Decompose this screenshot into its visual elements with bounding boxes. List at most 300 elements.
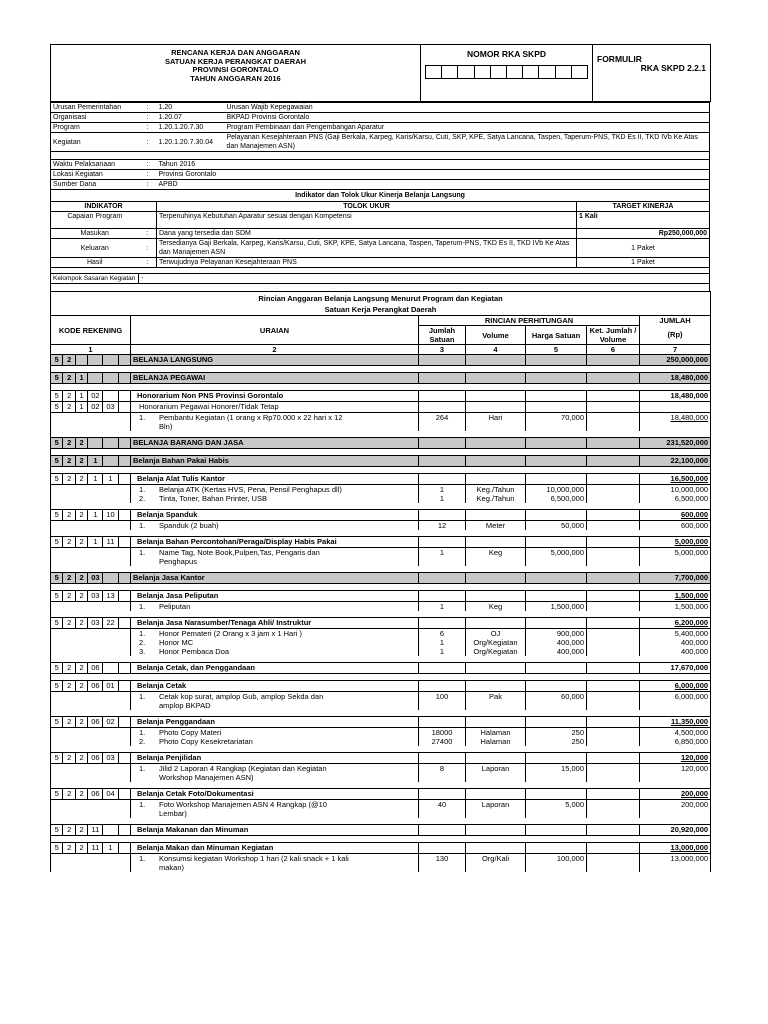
ket-jumlah [587, 494, 640, 503]
jumlah-rp [640, 647, 711, 656]
harga-satuan: 70,000 [526, 413, 587, 432]
info-desc: Urusan Wajib Kepegawaian [225, 103, 710, 113]
kode-digit [88, 373, 103, 383]
volume: Laporan [466, 800, 526, 819]
kode-digit [88, 438, 103, 448]
uraian [131, 692, 419, 711]
item-description: Honor Pemateri (2 Orang x 3 jam x 1 Hari ) [159, 629, 302, 638]
item-description: Name Tag, Note Book,Pulpen,Tas, Pengaris dan Penghapus [159, 548, 320, 566]
amount: 600,000 [680, 510, 709, 519]
ket-jumlah [587, 548, 640, 567]
kode-digit: 03 [103, 753, 118, 763]
item-number: 1. [139, 413, 146, 422]
kode-digit [119, 402, 130, 412]
nomor-rka-boxes [425, 65, 588, 79]
ket-jumlah [587, 843, 640, 854]
ket-jumlah [587, 789, 640, 800]
budget-item-row [51, 764, 711, 783]
info-label: Organisasi [51, 113, 139, 123]
kode-digit: 2 [76, 663, 88, 673]
budget-account-row [51, 573, 711, 584]
indikator-sep: : [139, 229, 157, 239]
harga-satuan: 15,000 [526, 764, 587, 783]
ket-jumlah [587, 474, 640, 485]
harga-satuan [526, 825, 587, 836]
jumlah-satuan: 27400 [419, 737, 466, 746]
info-label: Lokasi Kegiatan [51, 170, 139, 180]
volume [466, 573, 526, 584]
jumlah-satuan: 1 [419, 494, 466, 503]
jumlah-rp [640, 753, 711, 764]
budget-item-row [51, 692, 711, 711]
kode-rekening [51, 717, 131, 728]
uraian [131, 373, 419, 384]
jumlah-satuan [419, 663, 466, 674]
volume [466, 789, 526, 800]
kode-digit: 5 [51, 355, 63, 365]
info-row [51, 113, 710, 123]
jumlah-rp [640, 391, 711, 402]
kode-digit: 2 [76, 510, 88, 520]
kode-digit [76, 355, 88, 365]
uraian [131, 854, 419, 873]
harga-satuan [526, 591, 587, 602]
budget-item-row [51, 521, 711, 531]
title-line: PROVINSI GORONTALO [192, 65, 279, 74]
item-description: Cetak kop surat, amplop Gub, amplop Sekda dan amplop BKPAD [159, 692, 324, 710]
ket-jumlah [587, 391, 640, 402]
jumlah-satuan: 1 [419, 647, 466, 656]
kode-digit: 2 [76, 474, 88, 484]
uraian [131, 800, 419, 819]
jumlah-satuan [419, 825, 466, 836]
uraian [131, 494, 419, 503]
ket-jumlah [587, 537, 640, 548]
indikator-sep: : [139, 239, 157, 258]
kode-digit [119, 456, 130, 466]
kode-digit: 22 [103, 618, 118, 628]
kode-boxes [51, 663, 130, 673]
harga-satuan: 250 [526, 737, 587, 746]
info-label: Kegiatan [51, 133, 139, 152]
volume [466, 402, 526, 413]
budget-sub-row [51, 402, 711, 413]
kode-digit [119, 474, 130, 484]
col-indikator: INDIKATOR [51, 202, 157, 212]
kode-digit: 2 [63, 843, 75, 853]
uraian [131, 825, 419, 836]
harga-satuan [526, 681, 587, 692]
ket-jumlah [587, 647, 640, 656]
budget-account-row [51, 618, 711, 629]
kode-digit: 2 [76, 717, 88, 727]
jumlah-rp [640, 728, 711, 738]
kode-rekening [51, 373, 131, 384]
budget-account-row [51, 537, 711, 548]
info-sep: : [146, 138, 149, 146]
uraian [131, 521, 419, 531]
item-description: Belanja ATK (Kertas HVS, Pena, Pensil Penghapus dll) [159, 485, 342, 494]
indikator-target: 1 Paket [577, 239, 710, 258]
ket-jumlah [587, 800, 640, 819]
info-row [51, 103, 710, 113]
jumlah-satuan [419, 355, 466, 366]
kode-digit: 2 [76, 456, 88, 466]
kode-digit [119, 663, 130, 673]
uraian [131, 681, 419, 692]
kode-digit: 2 [76, 618, 88, 628]
info-desc: Pelayanan Kesejahteraan PNS (Gaji Berkala, Karpeg, Karis/Karsu, Cuti, SKP, KPE, Satya Lancana, Taspen, Taperum-PNS, TKD Es II, TKD IVb Ke Atas dan Manajemen ASN) [225, 133, 710, 152]
volume [466, 391, 526, 402]
uraian [131, 663, 419, 674]
ket-jumlah [587, 825, 640, 836]
kode-digit [119, 391, 130, 401]
kode-digit: 5 [51, 681, 63, 691]
kode-boxes [51, 474, 130, 484]
item-number: 1. [139, 548, 146, 557]
harga-satuan [526, 663, 587, 674]
info-sep: : [146, 114, 149, 121]
kode-rekening [51, 629, 131, 639]
jumlah-rp [640, 638, 711, 647]
account-name: Belanja Makan dan Minuman Kegiatan [137, 843, 274, 852]
col-number: 5 [526, 345, 587, 355]
budget-account-row [51, 373, 711, 384]
rincian-table [50, 291, 711, 872]
jumlah-rp [640, 373, 711, 384]
kode-digit: 1 [76, 373, 88, 383]
kode-digit: 06 [88, 681, 103, 691]
amount: 1,500,000 [674, 591, 709, 600]
uraian [131, 647, 419, 656]
jumlah-satuan [419, 717, 466, 728]
col-volume: Volume [466, 326, 526, 345]
ket-jumlah [587, 753, 640, 764]
kode-rekening [51, 474, 131, 485]
ket-jumlah [587, 573, 640, 584]
kode-digit: 06 [88, 717, 103, 727]
uraian [131, 413, 419, 432]
info-code: 1.20 [158, 104, 173, 111]
uraian [131, 753, 419, 764]
harga-satuan: 250 [526, 728, 587, 738]
ket-jumlah [587, 728, 640, 738]
kode-digit: 2 [76, 789, 88, 799]
kode-digit: 5 [51, 825, 63, 835]
kode-boxes [51, 510, 130, 520]
kode-digit: 1 [88, 474, 103, 484]
budget-item-row [51, 737, 711, 746]
budget-account-row [51, 717, 711, 728]
amount: 5,000,000 [674, 548, 709, 557]
volume [466, 591, 526, 602]
budget-item-row [51, 800, 711, 819]
indikator-tolok: Terpenuhinya Kebutuhan Aparatur sesuai dengan Kompetensi [157, 212, 577, 229]
info-label: Sumber Dana [51, 180, 139, 190]
info-sep: : [146, 124, 149, 131]
budget-account-row [51, 843, 711, 854]
sub-account-name: Honorarium Pegawai Honorer/Tidak Tetap [139, 402, 279, 411]
account-name: Belanja Cetak [137, 681, 187, 690]
indikator-row [51, 239, 710, 258]
kode-boxes [51, 789, 130, 799]
budget-account-row [51, 753, 711, 764]
kode-digit: 2 [63, 510, 75, 520]
kode-digit: 5 [51, 402, 63, 412]
kode-digit: 2 [63, 373, 75, 383]
amount: 231,520,000 [666, 438, 709, 447]
account-name: Belanja Cetak, dan Penggandaan [137, 663, 255, 672]
ket-jumlah [587, 692, 640, 711]
jumlah-rp [640, 854, 711, 873]
kode-digit [103, 825, 118, 835]
indikator-sep [139, 212, 157, 229]
kode-digit: 01 [103, 681, 118, 691]
indikator-target: 1 Paket [577, 258, 710, 268]
info-value: Provinsi Gorontalo [157, 170, 710, 180]
budget-item-row [51, 602, 711, 612]
item-description: Peliputan [159, 602, 191, 611]
indikator-target: 1 Kali [577, 212, 710, 229]
amount: 1,500,000 [674, 602, 709, 611]
amount: 200,000 [680, 800, 709, 809]
volume: Laporan [466, 764, 526, 783]
kode-digit: 5 [51, 591, 63, 601]
harga-satuan [526, 373, 587, 384]
info-code: 1.20.07 [158, 114, 182, 121]
rka-form [50, 44, 710, 872]
account-name: Belanja Jasa Peliputan [137, 591, 219, 600]
col-tolok-ukur: TOLOK UKUR [157, 202, 577, 212]
ket-jumlah [587, 521, 640, 531]
info-row [51, 180, 710, 190]
kode-digit: 2 [76, 681, 88, 691]
kode-digit: 5 [51, 474, 63, 484]
kode-digit: 03 [103, 402, 118, 412]
rincian-title-line: Rincian Anggaran Belanja Langsung Menurut Program dan Kegiatan [258, 294, 503, 303]
ket-jumlah [587, 663, 640, 674]
volume [466, 373, 526, 384]
jumlah-rp [640, 618, 711, 629]
kode-digit: 2 [63, 789, 75, 799]
item-description: Konsumsi kegiatan Workshop 1 hari (2 kali snack + 1 kali makan) [159, 854, 349, 872]
amount: 13,000,000 [670, 854, 709, 863]
kode-digit [103, 456, 118, 466]
harga-satuan [526, 573, 587, 584]
harga-satuan: 100,000 [526, 854, 587, 873]
item-description: Pembantu Kegiatan (1 orang x Rp70.000 x 22 hari x 12 Bln) [159, 413, 343, 431]
amount: 6,000,000 [674, 681, 709, 690]
account-name: Belanja Jasa Narasumber/Tenaga Ahli/ Instruktur [137, 618, 312, 627]
info-desc: BKPAD Provinsi Gorontalo [225, 113, 710, 123]
uraian [131, 638, 419, 647]
amount: 16,500,000 [670, 474, 709, 483]
item-number: 1. [139, 629, 146, 638]
kode-boxes [51, 591, 130, 601]
kode-digit [119, 438, 130, 448]
amount: 20,920,000 [670, 825, 709, 834]
ket-jumlah [587, 717, 640, 728]
jumlah-satuan [419, 474, 466, 485]
kode-digit: 1 [88, 510, 103, 520]
col-ket: Ket. Jumlah / Volume [587, 326, 640, 345]
amount: 22,100,000 [670, 456, 709, 465]
item-description: Tinta, Toner, Bahan Printer, USB [159, 494, 267, 503]
jumlah-satuan [419, 753, 466, 764]
volume: Org/Kali [466, 854, 526, 873]
uraian [131, 510, 419, 521]
ket-jumlah [587, 854, 640, 873]
uraian [131, 843, 419, 854]
budget-item-row [51, 629, 711, 639]
indikator-name: Masukan [51, 229, 139, 239]
budget-item-row [51, 728, 711, 738]
jumlah-rp [640, 591, 711, 602]
jumlah-satuan [419, 618, 466, 629]
budget-account-row [51, 825, 711, 836]
jumlah-satuan: 1 [419, 485, 466, 495]
harga-satuan: 400,000 [526, 638, 587, 647]
amount: 4,500,000 [674, 728, 709, 737]
harga-satuan: 10,000,000 [526, 485, 587, 495]
kode-digit [103, 573, 118, 583]
account-name: BELANJA PEGAWAI [133, 373, 206, 382]
account-name: Belanja Jasa Kantor [133, 573, 205, 582]
harga-satuan [526, 618, 587, 629]
uraian [131, 764, 419, 783]
kode-rekening [51, 728, 131, 738]
jumlah-rp [640, 474, 711, 485]
formulir-label: FORMULIR [597, 54, 642, 64]
jumlah-rp [640, 717, 711, 728]
harga-satuan [526, 717, 587, 728]
item-description: Honor MC [159, 638, 194, 647]
harga-satuan: 900,000 [526, 629, 587, 639]
volume [466, 825, 526, 836]
indikator-title: Indikator dan Tolok Ukur Kinerja Belanja Langsung [51, 190, 710, 202]
jumlah-rp [640, 663, 711, 674]
ket-jumlah [587, 485, 640, 495]
kode-rekening [51, 355, 131, 366]
kode-digit: 2 [63, 474, 75, 484]
jumlah-rp [640, 681, 711, 692]
ket-jumlah [587, 638, 640, 647]
kode-rekening [51, 737, 131, 746]
kode-boxes [51, 753, 130, 763]
volume: Org/Kegiatan [466, 638, 526, 647]
kode-digit [119, 510, 130, 520]
kode-digit [119, 537, 130, 547]
kode-boxes [51, 717, 130, 727]
column-number-row [51, 345, 711, 355]
amount: 250,000,000 [666, 355, 709, 364]
kode-digit: 2 [63, 825, 75, 835]
amount: 17,670,000 [670, 663, 709, 672]
item-number: 1. [139, 692, 146, 701]
ket-jumlah [587, 629, 640, 639]
volume: Keg [466, 602, 526, 612]
amount: 7,700,000 [674, 573, 709, 582]
budget-account-row [51, 456, 711, 467]
kode-digit: 2 [63, 537, 75, 547]
account-name: Belanja Alat Tulis Kantor [137, 474, 225, 483]
volume [466, 753, 526, 764]
amount: 400,000 [680, 638, 709, 647]
budget-account-row [51, 681, 711, 692]
ket-jumlah [587, 355, 640, 366]
indikator-table [50, 190, 710, 291]
volume [466, 510, 526, 521]
budget-account-row [51, 438, 711, 449]
jumlah-rp [640, 402, 711, 413]
uraian [131, 402, 419, 413]
volume: OJ [466, 629, 526, 639]
account-name: BELANJA LANGSUNG [133, 355, 214, 364]
indikator-tolok: Tersedianya Gaji Berkala, Karpeg, Karis/Karsu, Cuti, SKP, KPE, Satya Lancana, Taspen, Taperum-PNS, TKD Es II, TKD IVb Ke Atas dan Manajemen ASN [157, 239, 577, 258]
kode-digit: 5 [51, 663, 63, 673]
account-name: Belanja Makanan dan Minuman [137, 825, 249, 834]
indikator-row [51, 212, 710, 229]
kode-digit [103, 663, 118, 673]
ket-jumlah [587, 413, 640, 432]
harga-satuan [526, 355, 587, 366]
indikator-row [51, 229, 710, 239]
kode-digit: 5 [51, 843, 63, 853]
title-line: TAHUN ANGGARAN 2016 [190, 73, 281, 83]
header-title [51, 45, 421, 102]
jumlah-satuan [419, 789, 466, 800]
kode-digit: 2 [63, 402, 75, 412]
jumlah-satuan [419, 438, 466, 449]
jumlah-satuan: 12 [419, 521, 466, 531]
kode-digit: 06 [88, 663, 103, 673]
volume [466, 618, 526, 629]
jumlah-satuan: 1 [419, 638, 466, 647]
item-description: Spanduk (2 buah) [159, 521, 219, 530]
account-name: Belanja Bahan Percontohan/Peraga/Display Habis Pakai [137, 537, 337, 546]
kode-rekening [51, 618, 131, 629]
uraian [131, 591, 419, 602]
kode-digit: 11 [103, 537, 118, 547]
kode-rekening [51, 843, 131, 854]
budget-item-row [51, 494, 711, 503]
info-label: Program [51, 123, 139, 133]
info-sep: : [146, 161, 149, 168]
ket-jumlah [587, 438, 640, 449]
volume: Keg./Tahun [466, 485, 526, 495]
indikator-tolok: Dana yang tersedia dan SDM [157, 229, 577, 239]
kode-digit: 2 [76, 438, 88, 448]
kode-digit: 5 [51, 537, 63, 547]
item-description: Jilid 2 Laporan 4 Rangkap (Kegiatan dan Kegiatan Workshop Manajemen ASN) [159, 764, 327, 782]
kode-digit: 1 [76, 402, 88, 412]
kode-rekening [51, 537, 131, 548]
nomor-rka-cell [421, 45, 593, 102]
jumlah-satuan: 130 [419, 854, 466, 873]
item-number: 1. [139, 854, 146, 863]
harga-satuan [526, 843, 587, 854]
kode-digit: 5 [51, 717, 63, 727]
uraian [131, 548, 419, 567]
info-value: APBD [157, 180, 710, 190]
jumlah-satuan: 40 [419, 800, 466, 819]
ket-jumlah [587, 602, 640, 612]
harga-satuan [526, 537, 587, 548]
indikator-name: Keluaran [51, 239, 139, 258]
amount: 10,000,000 [670, 485, 709, 494]
kode-digit [119, 789, 130, 799]
kode-rekening [51, 825, 131, 836]
